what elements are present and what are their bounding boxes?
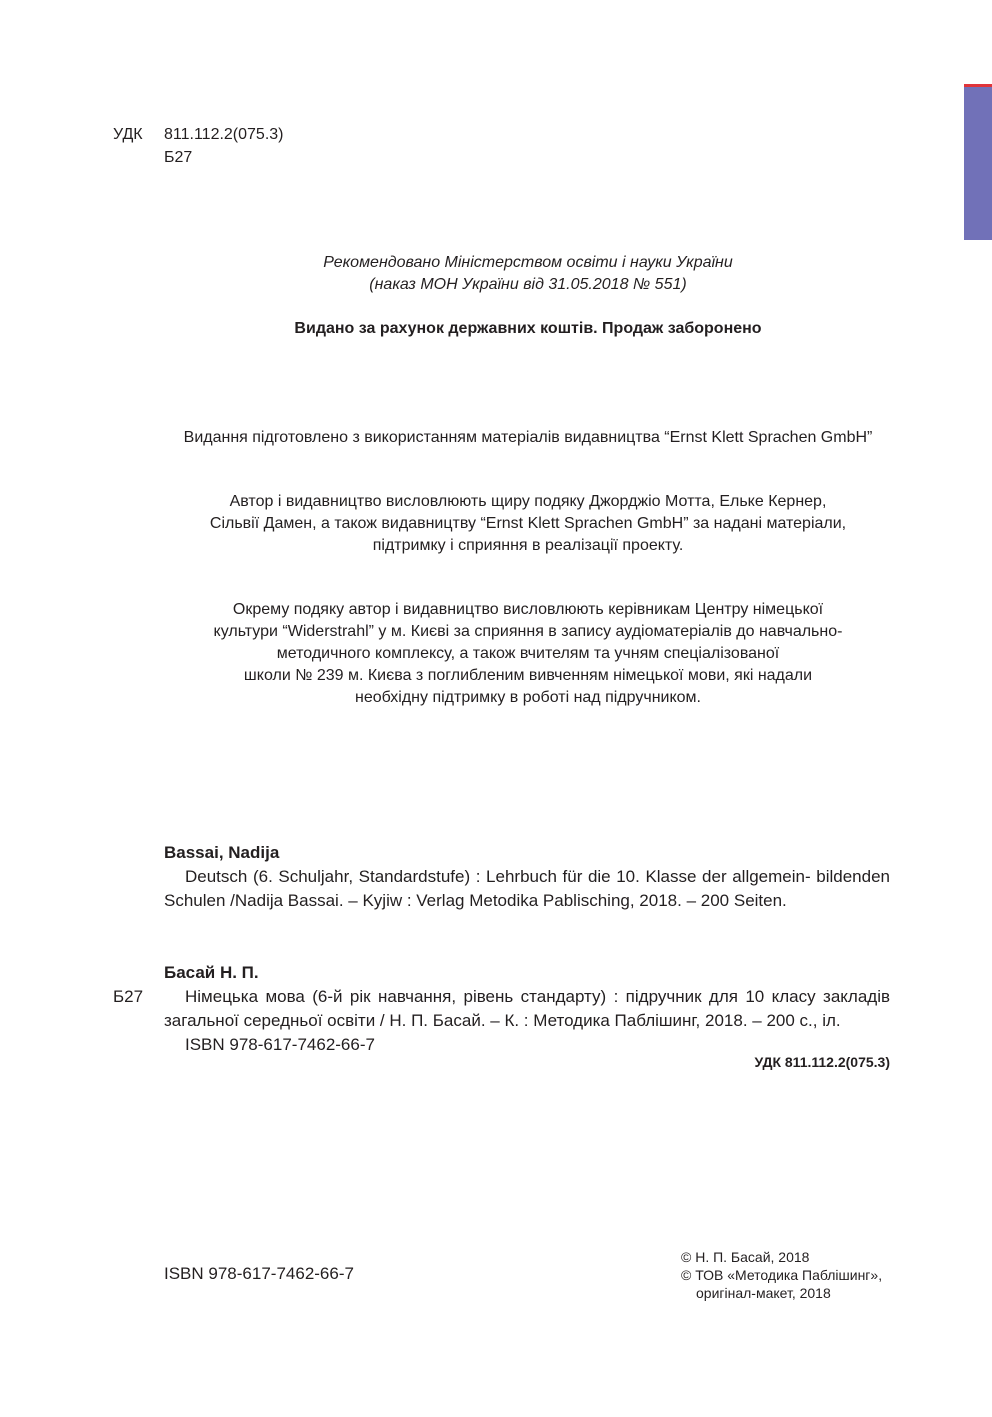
bib-line: bildenden Schulen /Nadija Bassai. – Kyjiw : Verlag Metodika Pablisching, 2018. – bbox=[164, 867, 890, 910]
copyright-block bbox=[681, 1248, 882, 1302]
recommendation-line: Рекомендовано Міністерством освіти і науки України bbox=[323, 254, 733, 271]
bibliographic-entry-ukrainian bbox=[164, 961, 890, 1057]
udk-code: 811.112.2(075.3) bbox=[164, 126, 284, 143]
bib-line: Німецька мова (6-й рік навчання, рівень стандарту) : підручник для 10 класу закладів bbox=[185, 987, 890, 1006]
thanks-line: методичного комплексу, а також вчителям та учням спеціалізованої bbox=[276, 645, 780, 662]
page-tab-marker bbox=[964, 84, 992, 240]
thanks-paragraph-2 bbox=[100, 599, 956, 709]
thanks-line: культури “Widerstrahl” у м. Києві за сприяння в запису аудіоматеріалів до навчально- bbox=[213, 623, 843, 640]
recommendation bbox=[100, 252, 956, 296]
recommendation-order: (наказ МОН України від 31.05.2018 № 551) bbox=[369, 276, 687, 293]
bib-line: 200 Seiten. bbox=[700, 891, 787, 910]
bib-author: Bassai, Nadija bbox=[164, 843, 280, 862]
author-mark: Б27 bbox=[164, 149, 193, 166]
thanks-line: Автор і видавництво висловлюють щиру подяку Джорджіо Мотта, Ельке Кернер, bbox=[229, 493, 827, 510]
udk-label: УДК bbox=[113, 126, 143, 143]
udk-bottom: УДК 811.112.2(075.3) bbox=[754, 1054, 890, 1070]
copyright-publisher: © ТОВ «Методика Паблішинг», bbox=[681, 1267, 883, 1283]
isbn-bottom: ISBN 978-617-7462-66-7 bbox=[164, 1264, 354, 1283]
bib-author: Басай Н. П. bbox=[164, 963, 259, 982]
thanks-line: школи № 239 м. Києва з поглибленим вивченням німецької мови, які надали bbox=[243, 667, 813, 684]
thanks-line: Сільвії Дамен, а також видавництву “Ernst Klett Sprachen GmbH” за надані матеріали, bbox=[209, 515, 847, 532]
thanks-line: необхідну підтримку в роботі над підручником. bbox=[355, 689, 701, 706]
thanks-line: підтримку і сприяння в реалізації проекту. bbox=[372, 537, 684, 554]
copyright-author: © Н. П. Басай, 2018 bbox=[681, 1249, 810, 1265]
bib-isbn: ISBN 978-617-7462-66-7 bbox=[185, 1035, 375, 1054]
bib-line: Deutsch (6. Schuljahr, Standardstufe) : Lehrbuch für die 10. Klasse der allgemein- bbox=[185, 867, 811, 886]
bib-description bbox=[164, 985, 890, 1033]
prepared-note: Видання підготовлено з використанням матеріалів видавництва “Ernst Klett Sprachen GmbH” bbox=[183, 429, 873, 446]
thanks-line: Окрему подяку автор і видавництво висловлюють керівникам Центру німецької bbox=[232, 601, 824, 618]
author-mark-bib: Б27 bbox=[113, 987, 144, 1006]
thanks-paragraph-1 bbox=[100, 491, 956, 557]
state-funding-note: Видано за рахунок державних коштів. Продаж заборонено bbox=[294, 320, 762, 337]
copyright-layout: оригінал-макет, 2018 bbox=[696, 1285, 831, 1301]
bib-line: загальної середньої освіти / Н. П. Басай. – К. : Методика Паблішинг, 2018. – 200 с., іл. bbox=[164, 1011, 841, 1030]
bibliographic-entry-german bbox=[164, 841, 890, 913]
bib-description bbox=[164, 865, 890, 913]
